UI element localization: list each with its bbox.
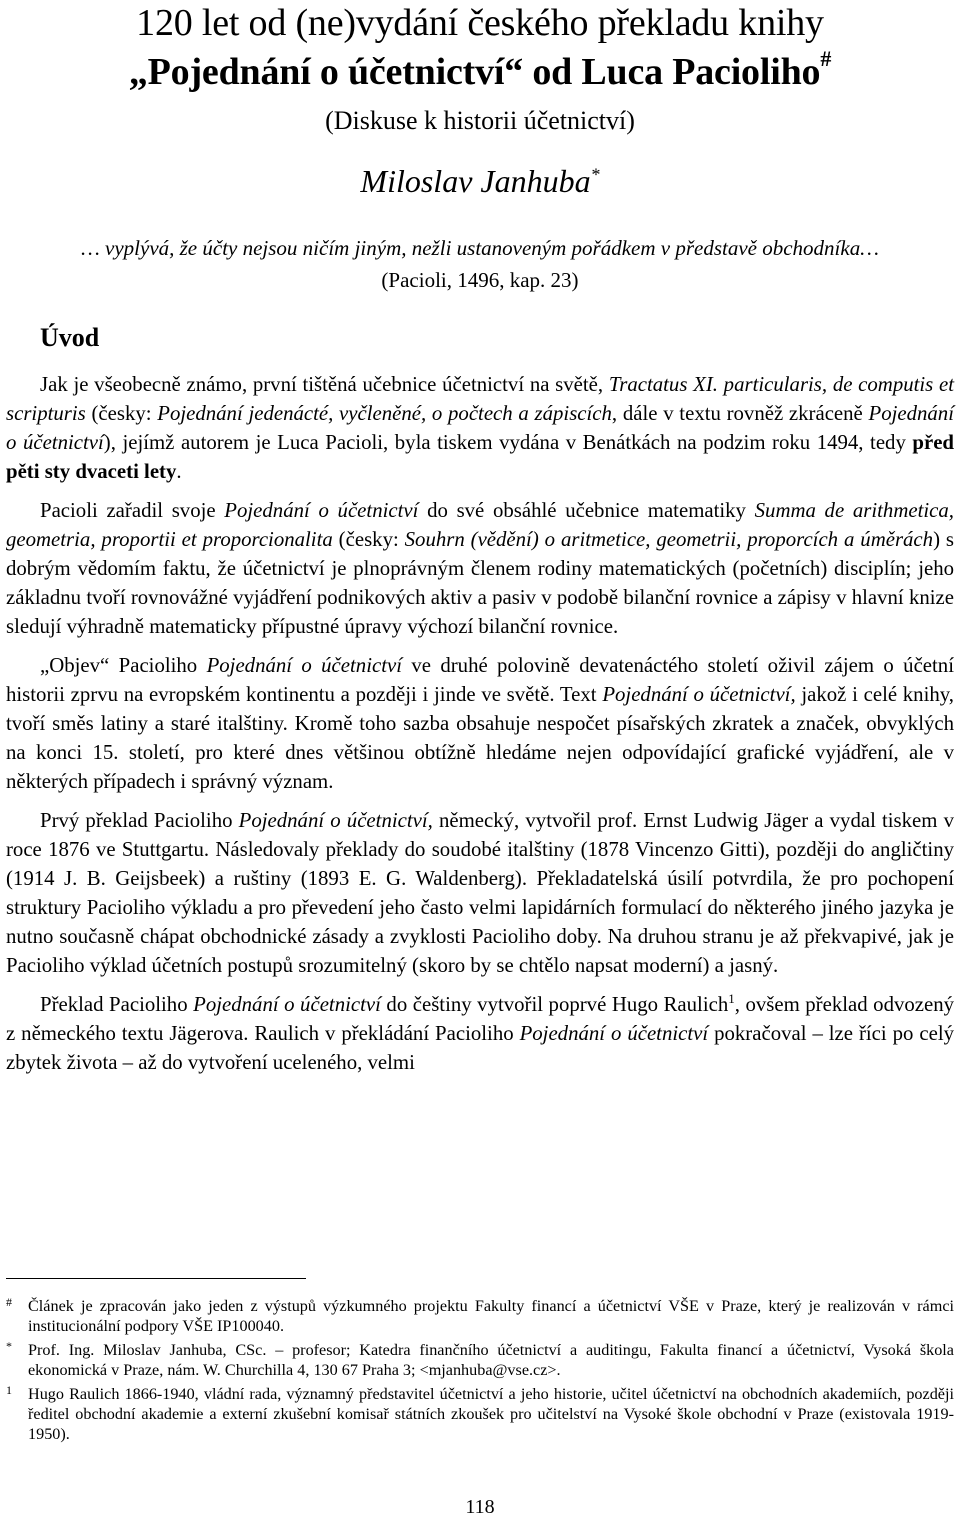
paragraph-5: Překlad Pacioliho Pojednání o účetnictví do češtiny vytvořil poprvé Hugo Raulich$^1$, ovšem překlad odvozený z německého textu Jägerova. Raulich v překládání Pacioliho Pojednání o účetnictví pokračoval – lze říci po celý zbytek života – až do vytvoření uceleného, velmi bbox=[6, 991, 955, 1074]
footnote-mark: # bbox=[6, 1295, 12, 1309]
footnote-mark: 1 bbox=[6, 1383, 12, 1397]
motto-source bbox=[0, 270, 960, 291]
footnote-separator bbox=[6, 1278, 306, 1279]
footnote-mark: * bbox=[6, 1339, 12, 1353]
body-text bbox=[6, 370, 954, 1077]
subtitle-text: (Diskuse k historii účetnictví) bbox=[325, 106, 635, 135]
title-text-1: 120 let od (ne)vydání českého překladu knihy bbox=[136, 2, 824, 44]
footnote-ref-1: 1 bbox=[728, 991, 735, 1007]
title-line-1 bbox=[0, 4, 960, 42]
page-number: 118 bbox=[465, 1496, 495, 1518]
title-line-2 bbox=[0, 46, 960, 93]
paragraph-4: Prvý překlad Pacioliho Pojednání o účetnictví, německý, vytvořil prof. Ernst Ludwig Jäger a vydal tiskem v roce 1876 ve Stuttgartu. Následovaly překlady do soudobé italštiny (1878 Vincenzo Gitti), později do angličtiny (1914 J. B. Geijsbeek) a ruštiny (1893 E. G. Waldenberg). Překladatelská úsilí potvrdila, že pro pochopení struktury Pacioliho výkladu a pro převedení jeho často velmi lapidárních formulací do některého jiného jazyka je nutno současně chápat obchodnické zásady a zvyklosti Pacioliho doby. Na druhou stranu je až překvapivé, jak je Pacioliho výklad účetních postupů srozumitelný (skoro by se chtělo napsat moderní) a jasný. bbox=[6, 809, 954, 977]
motto-source-text: (Pacioli, 1496, kap. 23) bbox=[381, 268, 579, 292]
subtitle bbox=[0, 108, 960, 134]
footnote-star bbox=[6, 1340, 954, 1380]
paragraph-3: „Objev“ Pacioliho Pojednání o účetnictví ve druhé polovině devatenáctého století oživil zájem o účetní historii zprvu na evropském kontinentu a později i jinde ve světě. Text Pojednání o účetnictví, jakož i celé knihy, tvoří směs latiny a staré italštiny. Kromě toho sazba obsahuje nespočet písařských zkratek a značek, obvyklých na konci 15. století, pro které dnes většinou obtížně hledáme nejen odpovídající grafické vyjádření, ale v některých případech i správný význam. bbox=[6, 654, 955, 793]
footnote-1 bbox=[6, 1384, 954, 1444]
footnote-text: Článek je zpracován jako jeden z výstupů výzkumného projektu Fakulty financí a účetnictví VŠE v Praze, který je realizován v rámci institucionální podpory VŠE IP100040. bbox=[28, 1297, 954, 1335]
section-heading: Úvod bbox=[40, 323, 100, 352]
motto-quote-text: … vyplývá, že účty nejsou ničím jiným, nežli ustanoveným pořádkem v představě obchodníka… bbox=[81, 236, 879, 260]
paragraph-2: Pacioli zařadil svoje Pojednání o účetnictví do své obsáhlé učebnice matematiky Summa de arithmetica, geometria, proportii et proporcionalita (česky: Souhrn (vědění) o aritmetice, geometrii, proporcích a úměrách) s dobrým vědomím faktu, že účetnictví je plnoprávným členem rodiny matematických (početních) disciplín; jeho základnu tvoří rovnovážné vyjádření podnikových aktiv a pasiv v podobě bilanční rovnice a zápisy v hlavní knize sledují výhradně matematicky přípustné úpravy výchozí bilanční rovnice. bbox=[6, 499, 954, 638]
author-name: Miloslav Janhuba bbox=[360, 163, 591, 199]
footnote-hash bbox=[6, 1296, 954, 1336]
motto-quote bbox=[0, 238, 960, 259]
footnotes bbox=[6, 1296, 954, 1444]
author-footnote-mark: * bbox=[590, 164, 600, 185]
footnote-text: Prof. Ing. Miloslav Janhuba, CSc. – profesor; Katedra finančního účetnictví a auditingu, Fakulta financí a účetnictví, Vysoká škola ekonomická v Praze, nám. W. Churchilla 4, 130 67 Praha 3; <mjanhuba@vse.cz>. bbox=[28, 1341, 954, 1379]
footnote-text: Hugo Raulich 1866-1940, vládní rada, významný představitel účetnictví a jeho historie, učitel účetnictví na obchodních akademiích, později ředitel obchodní akademie a externí zkušební komisař státních zkoušek pro učitelství na Vysoké škole obchodní v Praze (existovala 1919-1950). bbox=[28, 1385, 954, 1443]
paragraph-1: Jak je všeobecně známo, první tištěná učebnice účetnictví na světě, Tractatus XI. particularis, de computis et scripturis (česky: Pojednání jedenácté, vyčleněné, o počtech a zápiscích, dále v textu rovněž zkráceně Pojednání o účetnictví), jejímž autorem je Luca Pacioli, byla tiskem vydána v Benátkách na podzim roku 1494, tedy před pěti sty dvaceti lety. bbox=[6, 373, 954, 483]
title-footnote-mark: # bbox=[820, 46, 832, 72]
title-text-2: „Pojednání o účetnictví“ od Luca Pacioliho bbox=[128, 51, 821, 93]
author bbox=[0, 165, 960, 197]
